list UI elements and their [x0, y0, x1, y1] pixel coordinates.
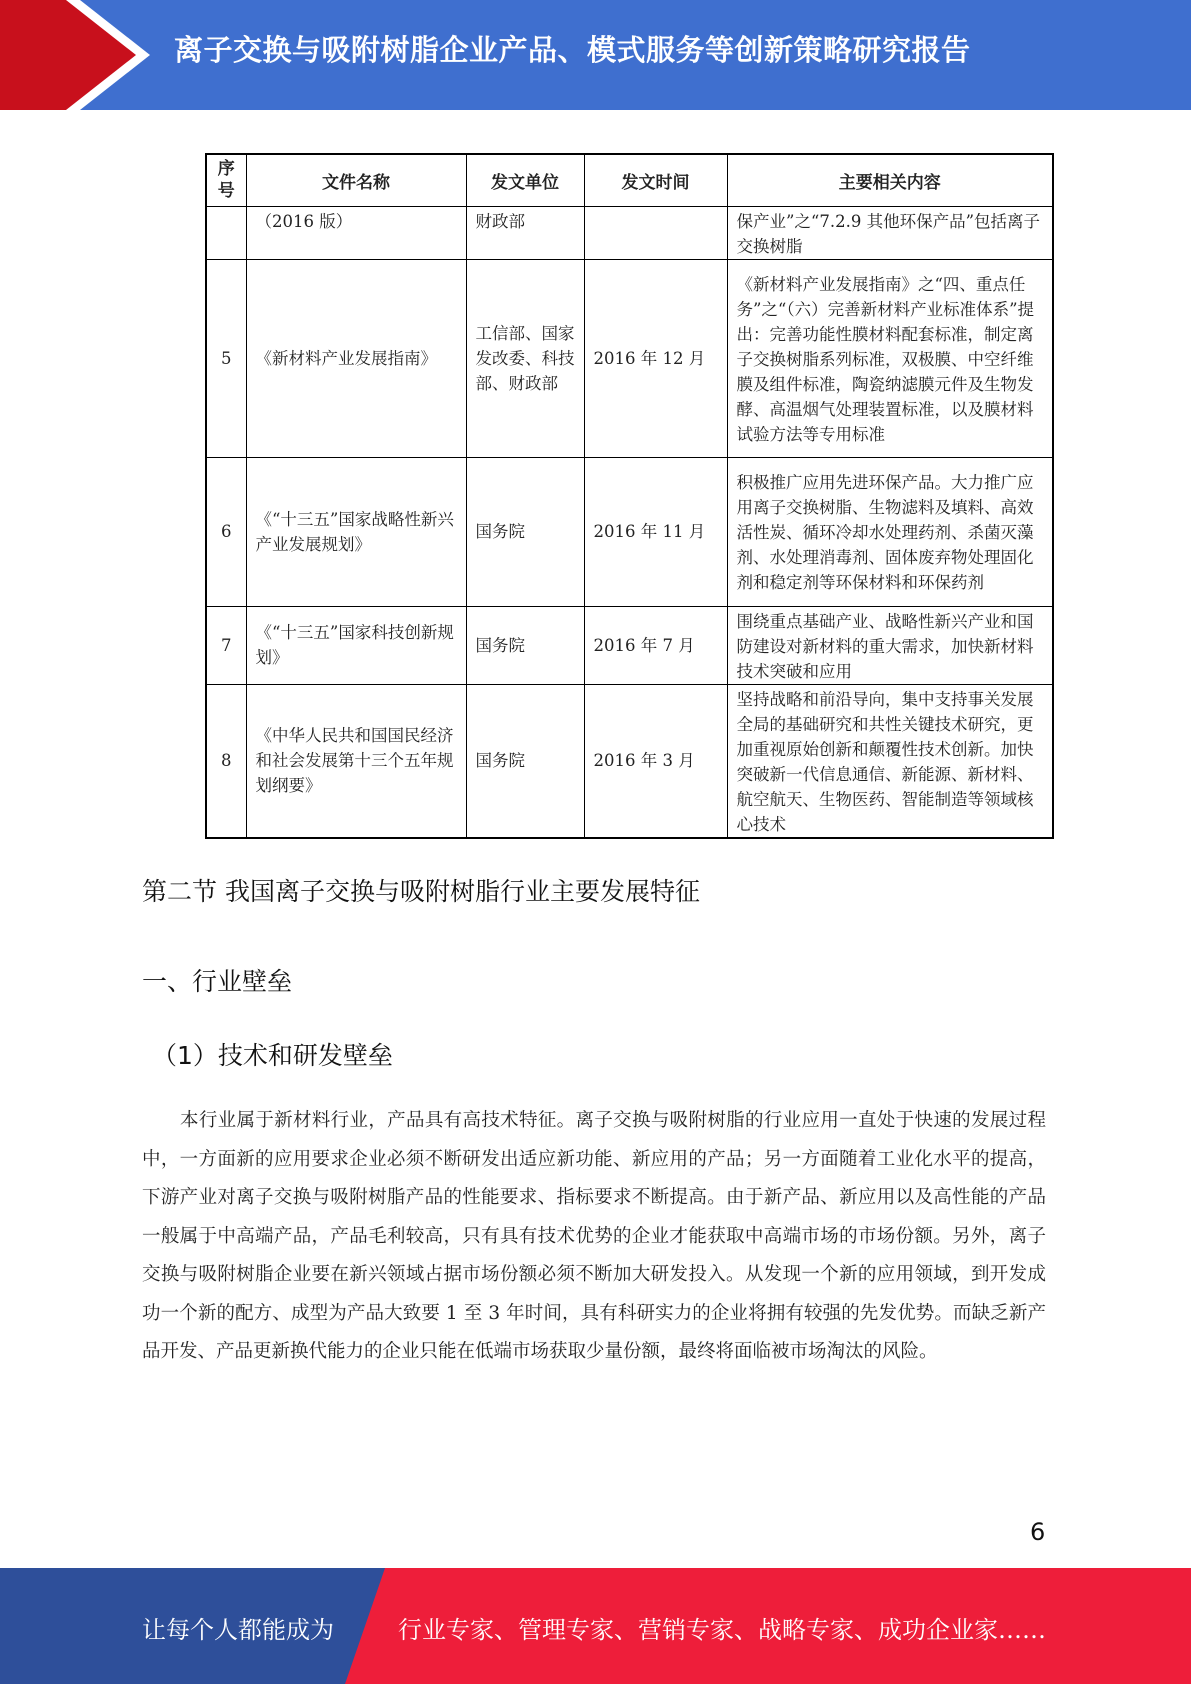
- header-cell-issuer: 发文单位: [466, 154, 584, 206]
- row-content: 围绕重点基础产业、战略性新兴产业和国防建设对新材料的重大需求，加快新材料技术突破和应用: [727, 606, 1053, 684]
- row-number: 5: [206, 259, 246, 457]
- page-number: 6: [1030, 1518, 1046, 1546]
- row-issuer: 国务院: [466, 606, 584, 684]
- footer-slogan-right: 行业专家、管理专家、营销专家、战略专家、成功企业家……: [398, 1616, 1046, 1644]
- row-content: 保产业”之“7.2.9 其他环保产品”包括离子交换树脂: [727, 206, 1053, 259]
- row-date: [584, 206, 727, 259]
- row-document-name: 《“十三五”国家科技创新规划》: [246, 606, 466, 684]
- row-date: 2016 年 3 月: [584, 684, 727, 838]
- table-header-row: [206, 154, 1053, 206]
- row-issuer: 国务院: [466, 457, 584, 606]
- row-document-name: 《“十三五”国家战略性新兴产业发展规划》: [246, 457, 466, 606]
- row-document-name: （2016 版）: [246, 206, 466, 259]
- table-row: [206, 206, 1053, 259]
- row-content: 坚持战略和前沿导向，集中支持事关发展全局的基础研究和共性关键技术研究，更加重视原始创新和颠覆性技术创新。加快突破新一代信息通信、新能源、新材料、航空航天、生物医药、智能制造等领域核心技术: [727, 684, 1053, 838]
- report-title: 离子交换与吸附树脂企业产品、模式服务等创新策略研究报告: [174, 33, 971, 67]
- row-content: 《新材料产业发展指南》之“四、重点任务”之“（六）完善新材料产业标准体系”提出：完善功能性膜材料配套标准，制定离子交换树脂系列标准，双极膜、中空纤维膜及组件标准，陶瓷纳滤膜元件及生物发酵、高温烟气处理装置标准，以及膜材料试验方法等专用标准: [727, 259, 1053, 457]
- row-number: 6: [206, 457, 246, 606]
- section-title: 第二节 我国离子交换与吸附树脂行业主要发展特征: [142, 877, 700, 906]
- policy-documents-table: [205, 153, 1054, 839]
- row-document-name: 《中华人民共和国国民经济和社会发展第十三个五年规划纲要》: [246, 684, 466, 838]
- table-row: [206, 684, 1053, 838]
- row-issuer: 国务院: [466, 684, 584, 838]
- row-issuer: 工信部、国家发改委、科技部、财政部: [466, 259, 584, 457]
- row-number: [206, 206, 246, 259]
- sub-subsection-heading: （1）技术和研发壁垒: [152, 1041, 393, 1070]
- table-row: [206, 606, 1053, 684]
- row-content: 积极推广应用先进环保产品。大力推广应用离子交换树脂、生物滤料及填料、高效活性炭、循环冷却水处理药剂、杀菌灭藻剂、水处理消毒剂、固体废弃物处理固化剂和稳定剂等环保材料和环保药剂: [727, 457, 1053, 606]
- subsection-heading: 一、行业壁垒: [142, 967, 293, 996]
- footer-slogan-left: 让每个人都能成为: [142, 1616, 334, 1644]
- report-header-banner: [0, 0, 1191, 110]
- row-issuer: 财政部: [466, 206, 584, 259]
- table-row: [206, 259, 1053, 457]
- row-number: 7: [206, 606, 246, 684]
- table-row: [206, 457, 1053, 606]
- header-cell-date: 发文时间: [584, 154, 727, 206]
- row-date: 2016 年 12 月: [584, 259, 727, 457]
- header-cell-document-name: 文件名称: [246, 154, 466, 206]
- row-date: 2016 年 11 月: [584, 457, 727, 606]
- body-paragraph: 本行业属于新材料行业，产品具有高技术特征。离子交换与吸附树脂的行业应用一直处于快速的发展过程中，一方面新的应用要求企业必须不断研发出适应新功能、新应用的产品；另一方面随着工业化水平的提高，下游产业对离子交换与吸附树脂产品的性能要求、指标要求不断提高。由于新产品、新应用以及高性能的产品一般属于中高端产品，产品毛利较高，只有具有技术优势的企业才能获取中高端市场的市场份额。另外，离子交换与吸附树脂企业要在新兴领域占据市场份额必须不断加大研发投入。从发现一个新的应用领域，到开发成功一个新的配方、成型为产品大致要 1 至 3 年时间，具有科研实力的企业将拥有较强的先发优势。而缺乏新产品开发、产品更新换代能力的企业只能在低端市场获取少量份额，最终将面临被市场淘汰的风险。: [142, 1110, 1046, 1362]
- row-number: 8: [206, 684, 246, 838]
- header-cell-number: 序号: [206, 154, 246, 206]
- row-document-name: 《新材料产业发展指南》: [246, 259, 466, 457]
- row-date: 2016 年 7 月: [584, 606, 727, 684]
- footer-banner: [0, 1568, 1191, 1684]
- header-cell-content: 主要相关内容: [727, 154, 1053, 206]
